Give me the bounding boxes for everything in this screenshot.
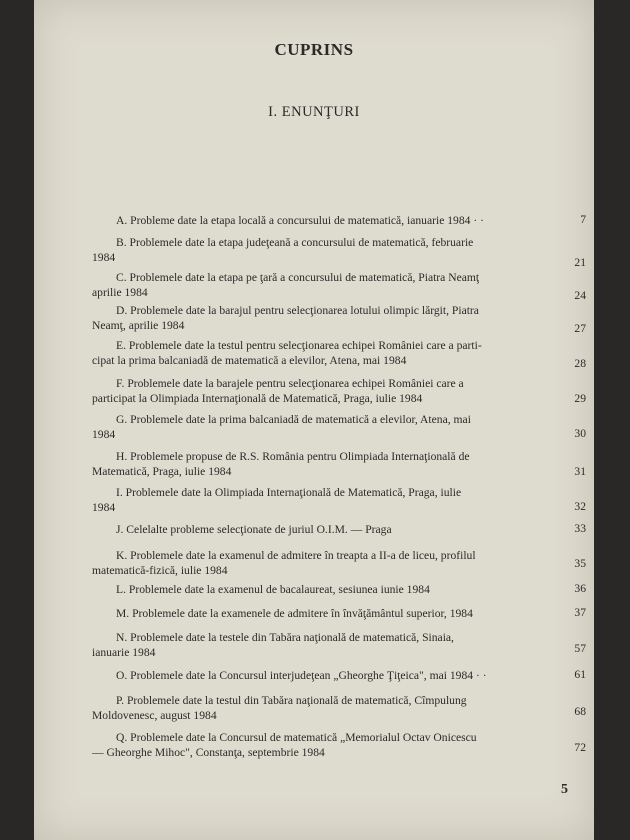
toc-page-number: 31 xyxy=(574,465,586,478)
toc-entry: L. Problemele date la examenul de bacalaureat, sesiunea iunie 1984 xyxy=(116,583,430,596)
toc-entry: Q. Problemele date la Concursul de matematică „Memorialul Octav Onicescu — Gheorghe Mihoc", Constanţa, septembrie 1984 xyxy=(92,731,477,759)
toc-entry: A. Probleme date la etapa locală a concursului de matematică, ianuarie 1984 · · xyxy=(116,214,484,227)
toc-entry: M. Problemele date la examenele de admitere în învăţământul superior, 1984 xyxy=(116,607,473,620)
page-folio-number: 5 xyxy=(561,782,568,797)
toc-entry: F. Problemele date la barajele pentru selecţionarea echipei României care a participat la Olimpiada Internaţională de Matematică, Praga, iulie 1984 xyxy=(92,377,464,405)
toc-page-number: 61 xyxy=(574,668,586,681)
toc-page-number: 33 xyxy=(574,522,586,535)
toc-page-number: 7 xyxy=(580,213,586,226)
toc-page-number: 29 xyxy=(574,392,586,405)
toc-entry: E. Problemele date la testul pentru selecţionarea echipei României care a parti- cipat la prima balcaniadă de matematică a elevilor, Atena, mai 1984 xyxy=(92,339,482,367)
toc-entry: H. Problemele propuse de R.S. România pentru Olimpiada Internaţională de Matematică, Praga, iulie 1984 xyxy=(92,450,470,478)
section-heading: I. ENUNŢURI xyxy=(268,104,360,120)
toc-entry: G. Problemele date la prima balcaniadă de matematică a elevilor, Atena, mai 1984 xyxy=(92,413,471,441)
table-of-contents xyxy=(34,0,594,840)
toc-page-number: 30 xyxy=(574,427,586,440)
toc-entry: B. Problemele date la etapa judeţeană a concursului de matematică, februarie 1984 xyxy=(92,236,474,264)
toc-entry: I. Problemele date la Olimpiada Internaţională de Matematică, Praga, iulie 1984 xyxy=(92,486,462,514)
toc-entry: N. Problemele date la testele din Tabăra naţională de matematică, Sinaia, ianuarie 1984 xyxy=(92,631,454,659)
toc-page-number: 37 xyxy=(574,606,586,619)
toc-page-number: 57 xyxy=(574,642,586,655)
toc-entry: K. Problemele date la examenul de admitere în treapta a II-a de liceu, profilul matematică-fizică, iulie 1984 xyxy=(92,549,476,577)
toc-page-number: 24 xyxy=(574,289,586,302)
toc-page-number: 28 xyxy=(574,357,586,370)
book-page xyxy=(34,0,594,840)
toc-entry: P. Problemele date la testul din Tabăra naţională de matematică, Cîmpulung Moldovenesc, august 1984 xyxy=(92,694,467,722)
page-title: CUPRINS xyxy=(274,40,354,59)
toc-page-number: 35 xyxy=(574,557,586,570)
toc-entry: C. Problemele date la etapa pe ţară a concursului de matematică, Piatra Neamţ aprilie 1984 xyxy=(92,271,480,299)
toc-page-number: 32 xyxy=(574,500,586,513)
toc-page-number: 27 xyxy=(574,322,586,335)
toc-page-number: 21 xyxy=(574,256,586,269)
toc-entry: J. Celelalte probleme selecţionate de juriul O.I.M. — Praga xyxy=(116,523,392,536)
toc-page-number: 72 xyxy=(574,741,586,754)
toc-page-number: 36 xyxy=(574,582,586,595)
toc-entry: D. Problemele date la barajul pentru selecţionarea lotului olimpic lărgit, Piatra Neamţ, aprilie 1984 xyxy=(92,304,479,332)
toc-page-number: 68 xyxy=(574,705,586,718)
toc-entry: O. Problemele date la Concursul interjudeţean „Gheorghe Ţiţeica", mai 1984 · · xyxy=(116,669,487,682)
